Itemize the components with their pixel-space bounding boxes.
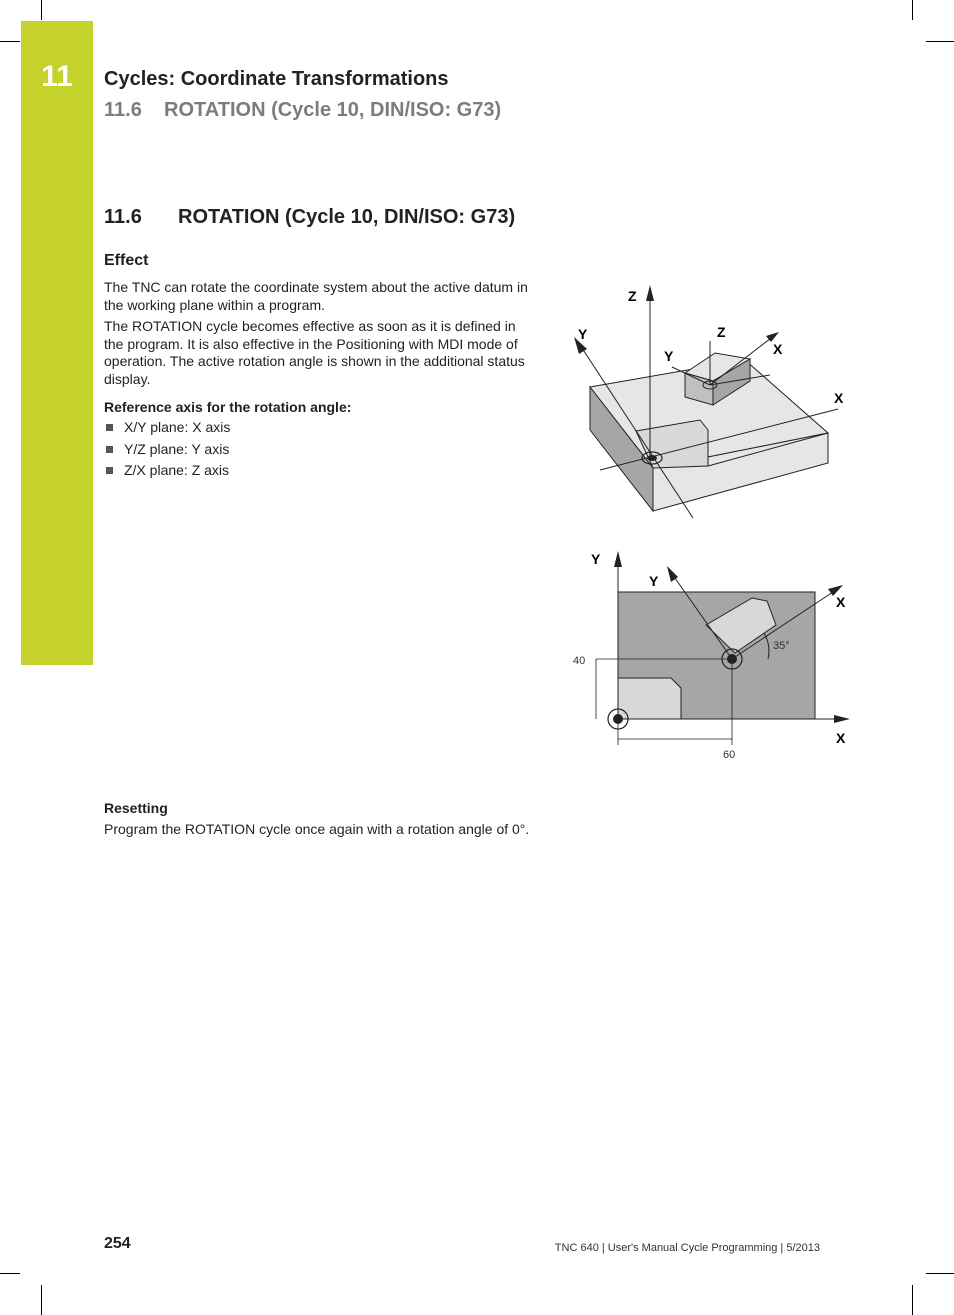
z-axis-arrow: [646, 285, 654, 301]
resetting-heading: Resetting: [104, 800, 168, 816]
chapter-title: Cycles: Coordinate Transformations: [104, 68, 449, 90]
bullet-square-icon: [106, 467, 113, 474]
y2-axis-label: Y: [649, 573, 659, 589]
crop-mark: [926, 1273, 954, 1274]
y2-axis-label: Y: [664, 348, 674, 364]
bullet-square-icon: [106, 424, 113, 431]
crop-mark: [912, 1285, 913, 1315]
chapter-subtitle: 11.6 ROTATION (Cycle 10, DIN/ISO: G73): [104, 99, 502, 121]
z2-axis-label: Z: [717, 324, 726, 340]
chapter-number: 11: [41, 60, 73, 93]
x-axis-label: X: [834, 390, 844, 406]
crop-mark: [0, 41, 20, 42]
footer-text: TNC 640 | User's Manual Cycle Programming | 5/2013: [554, 1242, 820, 1254]
page-number: 254: [104, 1235, 131, 1252]
effect-heading: Effect: [104, 252, 149, 269]
pocket-original: [618, 678, 681, 719]
bullet-square-icon: [106, 446, 113, 453]
crop-mark: [41, 0, 42, 20]
chapter-tab: [21, 21, 93, 665]
rotation-2d-figure: [560, 545, 860, 770]
x2-axis-label: X: [836, 594, 846, 610]
z-axis-label: Z: [628, 288, 637, 304]
rotated-datum-center-icon: [727, 654, 737, 664]
resetting-text: Program the ROTATION cycle once again with a rotation angle of 0°.: [104, 821, 530, 837]
effect-paragraph-1: The TNC can rotate the coordinate system about the active datum in the working plane within a program.: [104, 279, 528, 313]
list-item: Y/Z plane: Y axis: [104, 441, 230, 463]
section-title: ROTATION (Cycle 10, DIN/ISO: G73): [178, 206, 516, 228]
crop-mark: [41, 1285, 42, 1315]
datum-center-icon: [613, 714, 623, 724]
reference-axis-list: [104, 419, 230, 484]
section-heading: [104, 206, 515, 229]
x-axis-arrow: [834, 715, 850, 723]
y-axis-label: Y: [578, 326, 588, 342]
rotation-3d-figure: [560, 275, 860, 525]
datum-center-icon: [647, 455, 657, 461]
dim-x-label: 60: [723, 749, 736, 761]
list-item: X/Y plane: X axis: [104, 419, 230, 441]
crop-mark: [912, 0, 913, 20]
section-number: 11.6: [104, 206, 142, 228]
list-item: Z/X plane: Z axis: [104, 462, 230, 484]
crop-mark: [926, 41, 954, 42]
effect-paragraph-2: The ROTATION cycle becomes effective as soon as it is defined in the program. It is also effective in the Positioning with MDI mode of operation. The active rotation angle is shown in the additional status display.: [104, 318, 525, 387]
y-axis-label: Y: [591, 551, 601, 567]
y-axis-arrow: [614, 551, 622, 567]
angle-label: 35°: [773, 640, 790, 652]
reference-axis-label: Reference axis for the rotation angle:: [104, 399, 352, 415]
dim-y-label: 40: [573, 655, 586, 667]
x2-axis-label: X: [773, 341, 783, 357]
x-axis-label: X: [836, 730, 846, 746]
crop-mark: [0, 1273, 20, 1274]
